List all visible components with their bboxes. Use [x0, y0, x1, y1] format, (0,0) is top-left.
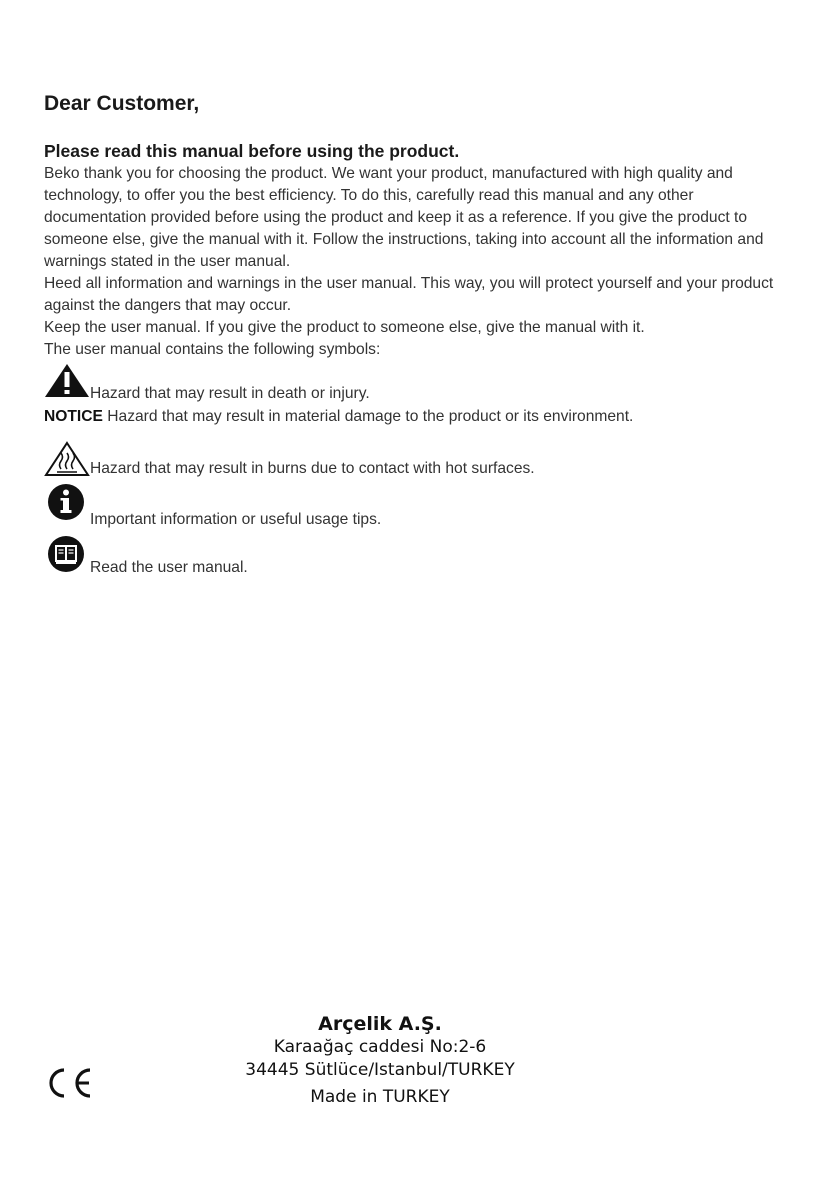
- manufacturer-address: [180, 1013, 580, 1109]
- book-icon: [47, 535, 87, 575]
- company-name: Arçelik A.Ş.: [318, 1013, 442, 1035]
- symbol-info-text: Important information or useful usage tips.: [90, 511, 382, 528]
- info-icon: [47, 483, 87, 523]
- symbol-hazard-text: Hazard that may result in death or injury.: [90, 385, 370, 402]
- page-title: Dear Customer,: [44, 92, 200, 115]
- ce-mark-logo: [44, 1067, 96, 1099]
- paragraph: Heed all information and warnings in the user manual. This way, you will protect yourself and your product against the dangers that may occur.: [44, 275, 774, 314]
- warning-triangle-icon: [44, 363, 90, 399]
- paragraph: Beko thank you for choosing the product. We want your product, manufactured with high quality and technology, to offer you the best efficiency. To do this, carefully read this manual and any other documentation provided before using the product and keep it as a reference. If you give the product to someone else, give the manual with it. Follow the instructions, taking into account all the information and warnings stated in the user manual.: [44, 165, 764, 270]
- symbol-manual-text: Read the user manual.: [90, 559, 248, 576]
- made-in-text: Made in TURKEY: [310, 1087, 450, 1107]
- symbol-notice-text: Hazard that may result in material damage to the product or its environment.: [107, 408, 634, 425]
- notice-label: NOTICE: [44, 408, 103, 425]
- symbol-hot-surface-text: Hazard that may result in burns due to contact with hot surfaces.: [90, 460, 535, 477]
- section-subtitle: Please read this manual before using the product.: [44, 141, 460, 161]
- intro-text: [44, 163, 794, 361]
- address-line: Karaağaç caddesi No:2-6: [273, 1037, 487, 1057]
- hot-surface-icon: [44, 441, 90, 477]
- paragraph: The user manual contains the following symbols:: [44, 341, 381, 358]
- address-line: 34445 Sütlüce/Istanbul/TURKEY: [245, 1060, 515, 1080]
- paragraph: Keep the user manual. If you give the product to someone else, give the manual with it.: [44, 319, 645, 336]
